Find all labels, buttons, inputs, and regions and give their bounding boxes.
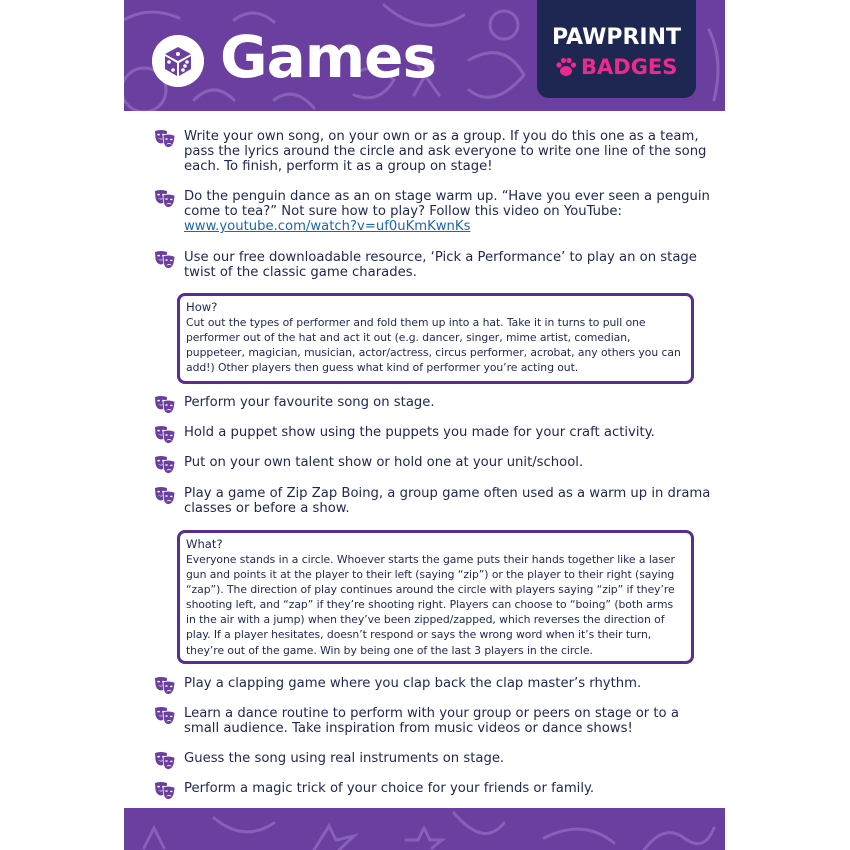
- box-title: What?: [186, 537, 223, 551]
- box-body: Cut out the types of performer and fold them up into a hat. Take it in turns to pull one performer out of the hat and act it out (e.g. dancer, singer, mime artist, comedian, puppeteer, magician, musician, actor/actress, circus performer, acrobat, any others you can add!) Other players then guess what kind of performer you’re acting out.: [186, 316, 681, 375]
- box-title: How?: [186, 300, 218, 314]
- item-text: Put on your own talent show or hold one at your unit/school.: [184, 455, 584, 470]
- theatre-masks-icon: [154, 189, 176, 209]
- youtube-link[interactable]: www.youtube.com/watch?v=uf0uKmKwnKs: [184, 219, 471, 234]
- footer-banner: [124, 808, 725, 850]
- header-banner: [124, 0, 725, 111]
- item-text: Perform a magic trick of your choice for your friends or family.: [184, 781, 595, 796]
- item-text: Play a game of Zip Zap Boing, a group game often used as a warm up in drama classes or before a show.: [184, 486, 711, 516]
- theatre-masks-icon: [154, 395, 176, 415]
- theatre-masks-icon: [154, 425, 176, 445]
- page-title: Games: [220, 23, 437, 91]
- doodle-pattern: [124, 808, 725, 850]
- item-text: Use our free downloadable resource, ‘Pick a Performance’ to play an on stage twist of the classic game charades.: [184, 250, 697, 280]
- paw-icon: [555, 56, 577, 78]
- logo-text-pawprint: PAWPRINT: [551, 25, 682, 50]
- item-text: Play a clapping game where you clap back the clap master’s rhythm.: [184, 676, 642, 691]
- theatre-masks-icon: [154, 751, 176, 771]
- logo-text-badges: BADGES: [581, 55, 678, 79]
- page: [124, 0, 725, 850]
- dice-icon: [152, 35, 204, 87]
- theatre-masks-icon: [154, 676, 176, 696]
- theatre-masks-icon: [154, 455, 176, 475]
- pawprint-badges-logo: [537, 0, 696, 98]
- item-text: Learn a dance routine to perform with your group or peers on stage or to a small audience. Take inspiration from music videos or dance shows!: [184, 706, 679, 736]
- how-info-box: [177, 293, 694, 384]
- box-body: Everyone stands in a circle. Whoever starts the game puts their hands together like a laser gun and points it at the player to their left (saying “zip”) or the player to their right (saying “zap”). The direction of play continues around the circle with players saying “zip” if they’re shooting left, and “zap” if they’re shooting right. Players can choose to “boing” (both arms in the air with a jump) when they’ve been zipped/zapped, which reverses the direction of play. If a player hesitates, doesn’t respond or says the wrong word when it’s their turn, they’re out of the game. Win by being one of the last 3 players in the circle.: [186, 553, 675, 657]
- what-info-box: [177, 530, 694, 664]
- item-text: Hold a puppet show using the puppets you made for your craft activity.: [184, 425, 655, 440]
- theatre-masks-icon: [154, 706, 176, 726]
- theatre-masks-icon: [154, 486, 176, 506]
- item-text: Perform your favourite song on stage.: [184, 395, 435, 410]
- theatre-masks-icon: [154, 781, 176, 801]
- item-text: Guess the song using real instruments on stage.: [184, 751, 505, 766]
- item-text: Do the penguin dance as an on stage warm up. “Have you ever seen a penguin come to tea?” Not sure how to play? Follow this video on YouTube:: [184, 189, 710, 219]
- item-text: Write your own song, on your own or as a group. If you do this one as a team, pass the lyrics around the circle and ask everyone to write one line of the song each. To finish, perform it as a group on stage!: [184, 129, 707, 174]
- theatre-masks-icon: [154, 250, 176, 270]
- theatre-masks-icon: [154, 129, 176, 149]
